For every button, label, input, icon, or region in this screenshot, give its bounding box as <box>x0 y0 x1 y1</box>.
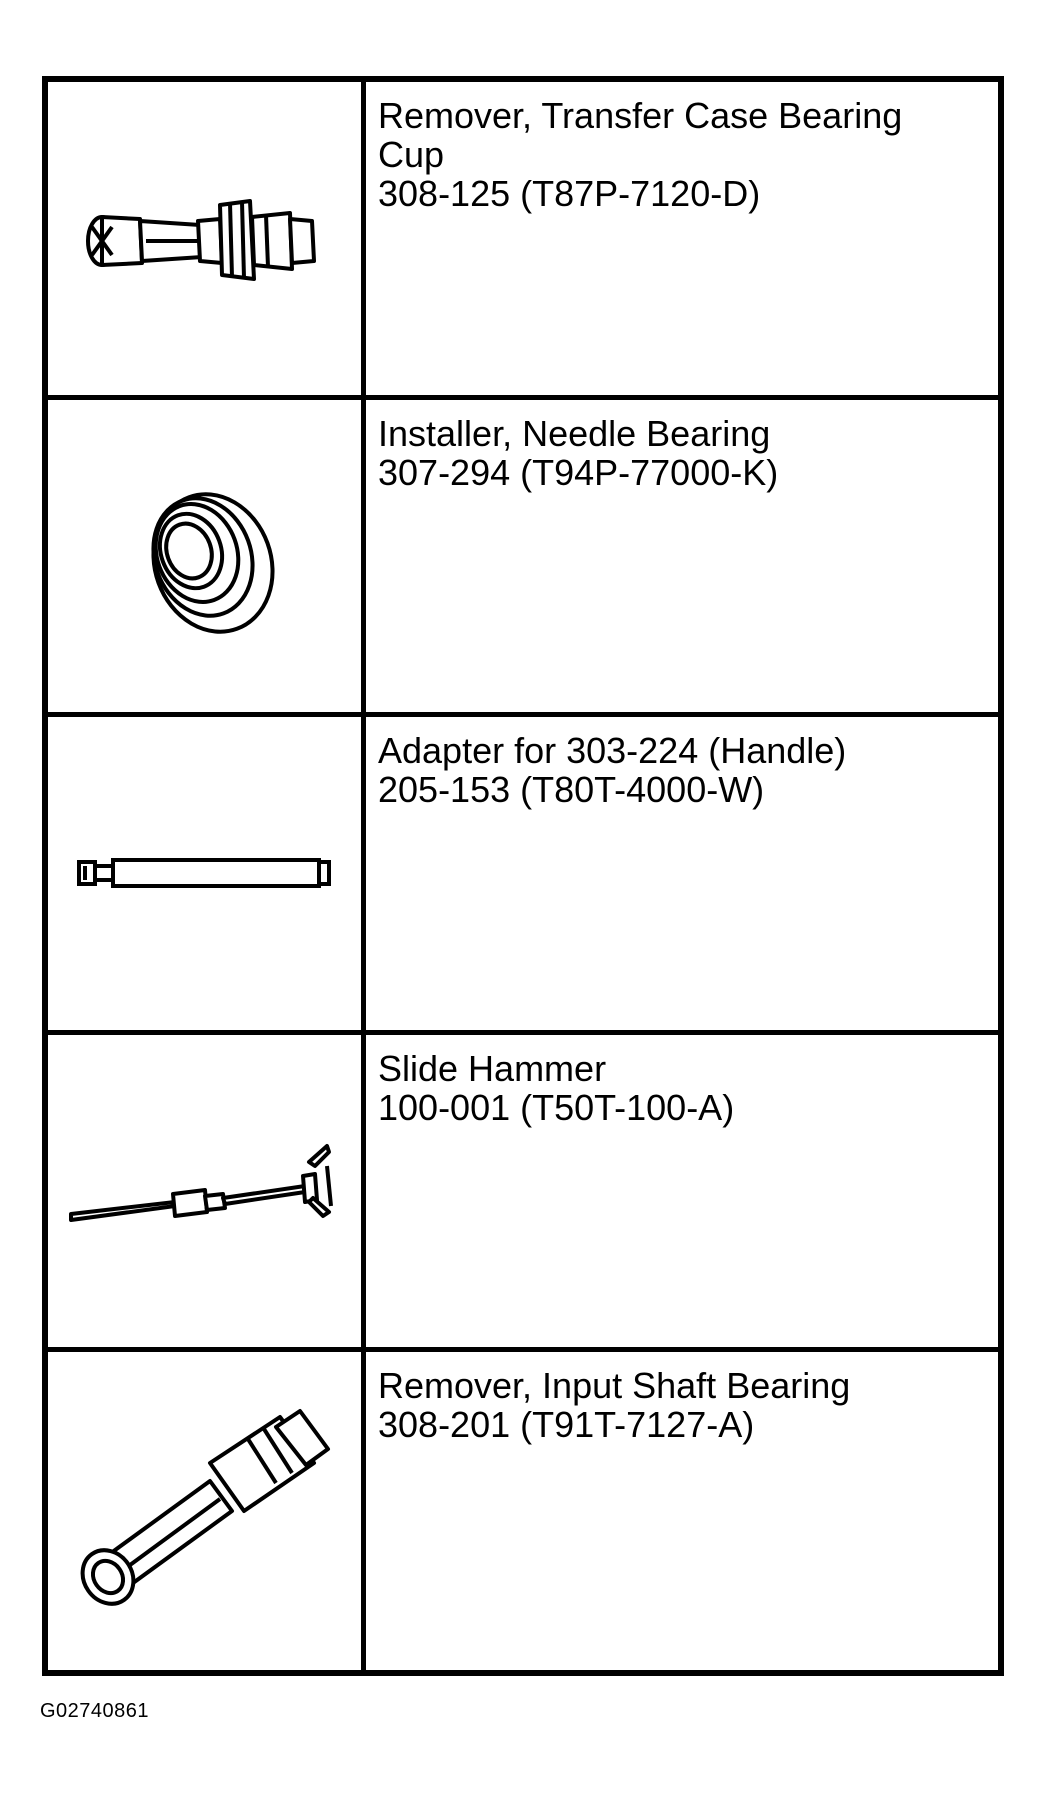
tool-name: Slide Hammer <box>378 1047 607 1089</box>
tool-image-cell <box>48 1352 366 1670</box>
handle-adapter-icon <box>75 848 335 898</box>
tool-description-cell <box>366 1035 998 1353</box>
tool-part-number: 100-001 (T50T-100-A) <box>378 1086 735 1128</box>
figure-id: G02740861 <box>40 1700 150 1722</box>
tool-name: Adapter for 303-224 (Handle) <box>378 730 847 772</box>
tool-description-cell <box>366 82 998 400</box>
tool-description-cell <box>366 1352 998 1670</box>
tool-image-cell <box>48 82 366 400</box>
bearing-cup-remover-icon <box>80 183 330 293</box>
slide-hammer-icon <box>65 1136 345 1246</box>
tool-part-number: 308-125 (T87P-7120-D) <box>378 173 761 214</box>
tool-image-cell <box>48 400 366 718</box>
input-shaft-bearing-remover-icon <box>70 1401 340 1621</box>
special-tools-table <box>42 76 1004 1676</box>
tool-part-number: 205-153 (T80T-4000-W) <box>378 769 765 811</box>
tool-image-cell <box>48 717 366 1035</box>
tool-name: Installer, Needle Bearing <box>378 412 771 454</box>
tool-name: Remover, Input Shaft Bearing <box>378 1365 851 1407</box>
tool-part-number: 307-294 (T94P-77000-K) <box>378 451 779 493</box>
tool-part-number: 308-201 (T91T-7127-A) <box>378 1404 755 1446</box>
needle-bearing-installer-icon <box>125 471 285 641</box>
tool-description-cell <box>366 717 998 1035</box>
tool-name: Remover, Transfer Case Bearing <box>378 95 903 136</box>
tool-image-cell <box>48 1035 366 1353</box>
tool-name: Cup <box>378 134 445 175</box>
tool-description-cell <box>366 400 998 718</box>
